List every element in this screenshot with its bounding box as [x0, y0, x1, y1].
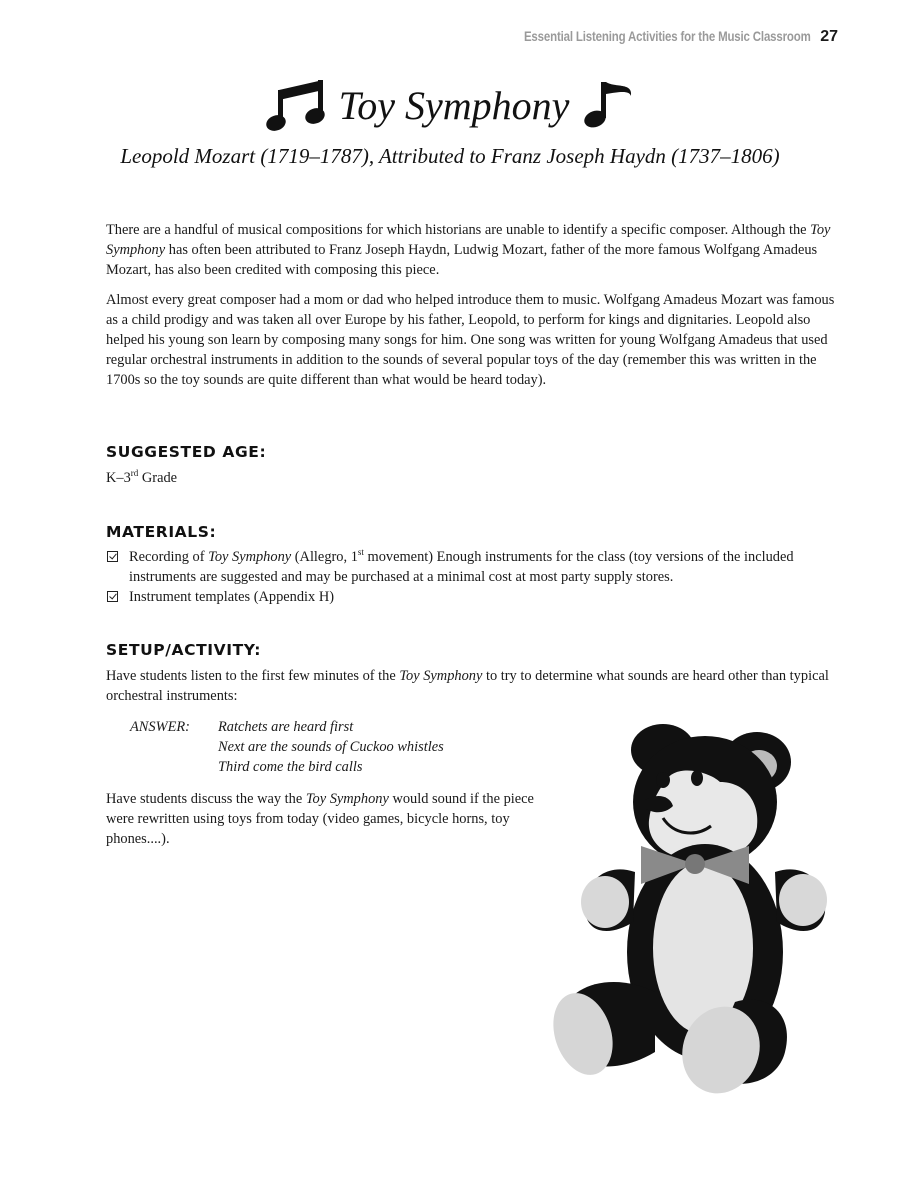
subtitle: Leopold Mozart (1719–1787), Attributed to Franz Joseph Haydn (1737–1806): [120, 144, 780, 168]
answer-item: Third come the bird calls: [218, 759, 363, 775]
setup-p2-title: Toy Symphony: [305, 791, 389, 807]
answer-row: [130, 717, 444, 737]
materials-item-text: [129, 547, 836, 587]
intro-paragraph-1: [106, 220, 836, 280]
materials-item1-c: movement) Enough instruments for the class (toy versions of the included instruments are suggested and may be purchased at a minimal cost at most party supply stores.: [129, 549, 794, 585]
checkbox-checked-icon: [107, 551, 118, 562]
running-head: [461, 28, 838, 46]
setup-activity-heading: SETUP/ACTIVITY:: [106, 641, 262, 659]
materials-list: [106, 547, 836, 607]
materials-item1-title: Toy Symphony: [208, 549, 292, 565]
intro-paragraph-2: [106, 290, 836, 390]
materials-item: [106, 587, 836, 607]
teddy-bear-illustration: [545, 722, 835, 1107]
age-prefix: K–3: [106, 470, 131, 486]
intro-p1-title: Toy Symphony: [106, 222, 831, 258]
intro-p2-text: Almost every great composer had a mom or dad who helped introduce them to music. Wolfgang Amadeus Mozart was famous as a child prodigy and was taken all over Europe by his father, Leopold, to perform for kings and dignitaries. Leopold also helped his young son learn by composing many songs for him. One song was written for young Wolfgang Amadeus that used regular orchestral instruments in addition to the sounds of several popular toys of the day (remember this was written in the 1700s so the toy sounds are quite different than what would be heard today).: [106, 292, 835, 388]
answer-label-spacer: [130, 737, 218, 757]
setup-paragraph-1: [106, 666, 836, 706]
setup-p1-text: Have students listen to the first few minutes of the: [106, 668, 400, 684]
materials-item-text: Instrument templates (Appendix H): [129, 589, 335, 605]
age-suffix: Grade: [138, 470, 178, 486]
suggested-age-heading: SUGGESTED AGE:: [106, 443, 267, 461]
answer-label: ANSWER:: [130, 719, 190, 735]
answer-label-spacer: [130, 757, 218, 777]
materials-item1-ordinal: st: [357, 547, 364, 558]
setup-paragraph-2: [106, 789, 536, 849]
materials-heading: MATERIALS:: [106, 523, 217, 541]
running-head-title: Essential Listening Activities for the Music Classroom: [523, 28, 811, 44]
page-title: Toy Symphony: [338, 82, 570, 128]
setup-p2-text: Have students discuss the way the: [106, 791, 306, 807]
eighth-note-icon: [579, 78, 635, 132]
page-number: 27: [820, 28, 838, 45]
materials-item1-a: Recording of: [129, 549, 209, 565]
checkbox-checked-icon: [107, 591, 118, 602]
answer-item: Ratchets are heard first: [218, 719, 354, 735]
answer-row: [130, 737, 444, 757]
answer-item: Next are the sounds of Cuckoo whistles: [218, 739, 444, 755]
suggested-age-value: [106, 468, 836, 488]
setup-p1-title: Toy Symphony: [399, 668, 483, 684]
setup-p2-text-cont: would sound if the piece were rewritten using toys from today (video games, bicycle horns, toy phones....).: [106, 791, 534, 847]
intro-p1-text: There are a handful of musical compositions for which historians are unable to identify a specific composer. Although the: [106, 222, 811, 238]
answer-block: [130, 717, 444, 777]
intro-p1-text-cont: has often been attributed to Franz Joseph Haydn, Ludwig Mozart, father of the more famous Wolfgang Amadeus Mozart, has also been credited with composing this piece.: [106, 242, 818, 278]
materials-item: [106, 547, 836, 587]
title-row: [0, 78, 900, 132]
answer-row: [130, 757, 444, 777]
materials-item1-b: (Allegro, 1: [291, 549, 358, 565]
setup-p1-text-cont: to try to determine what sounds are heard other than typical orchestral instruments:: [106, 668, 829, 704]
beamed-notes-icon: [265, 78, 329, 132]
age-ordinal: rd: [130, 468, 139, 479]
